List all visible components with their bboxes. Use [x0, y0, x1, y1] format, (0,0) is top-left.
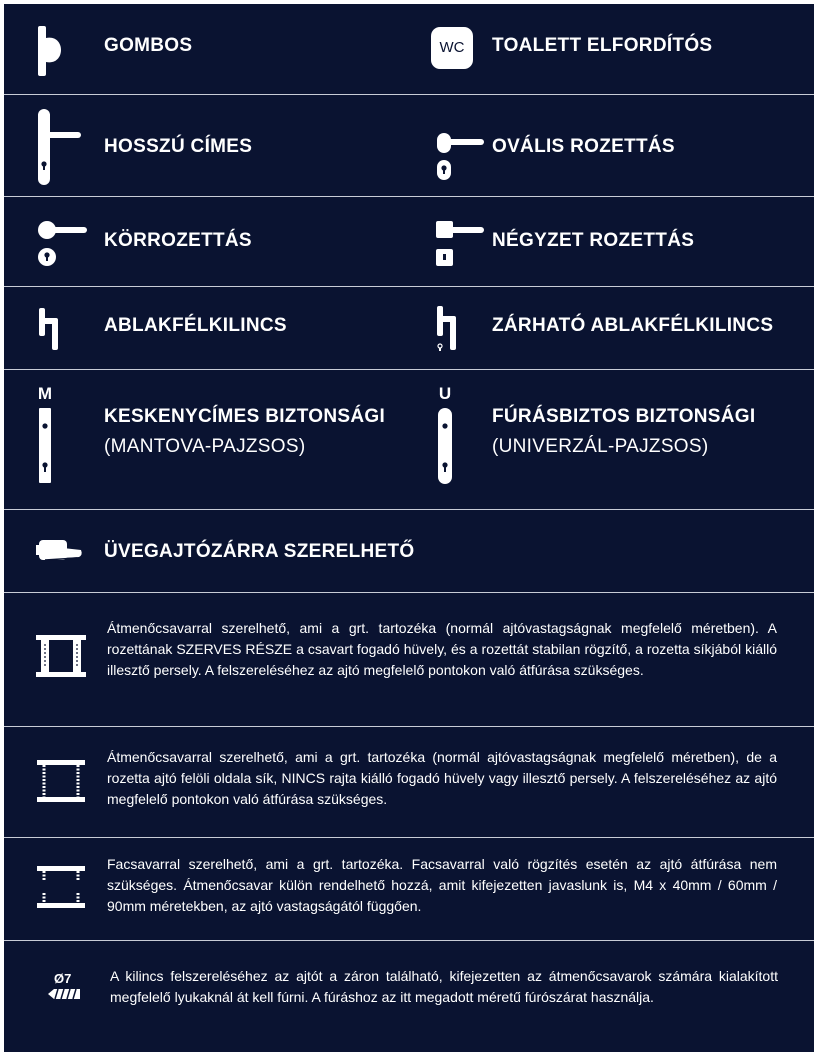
mounting-description: Facsavarral szerelhető, ami a grt. tartozéka. Facsavarral való rögzítés esetén az ajtó átfúrása nem szükséges. Átmenőcsavar külön rendelhető hozzá, amit kifejezetten javaslunk is, M4 x 40mm / 60mm / 90mm méretekben, az ajtó vastagságától függően. [107, 856, 777, 914]
drill-bit-icon [48, 971, 82, 1000]
legend-label [492, 402, 755, 462]
handle-type-legend [4, 4, 814, 1052]
wc-turn-icon: WC [431, 27, 473, 69]
legend-row [4, 593, 814, 727]
legend-item-round-rosette [4, 197, 409, 286]
legend-label: KÖRROZETTÁS [104, 230, 252, 251]
mounting-description: Átmenőcsavarral szerelhető, ami a grt. tartozéka (normál ajtóvastagságnak megfelelő méretben). A rozettának SZERVES RÉSZE a csavart fogadó hüvely, és a rozettát stabilan rögzítő, a rozetta síkjából kiálló illesztő persely. A felszereléséhez az ajtó megfelelő pontokon való átfúrása szükséges. [107, 620, 777, 678]
legend-row [4, 941, 814, 1052]
legend-label: TOALETT ELFORDÍTÓS [492, 35, 713, 56]
legend-item-knob [4, 4, 409, 94]
narrow-plate-m-icon [36, 384, 56, 486]
legend-label-line2: (UNIVERZÁL-PAJZSOS) [492, 436, 709, 457]
legend-item-wc-turn [409, 4, 814, 94]
legend-row [4, 370, 814, 510]
legend-row [4, 95, 814, 197]
legend-item-narrow-plate-security [4, 370, 409, 509]
legend-label-line1: KESKENYCÍMES BIZTONSÁGI [104, 406, 386, 427]
drill-proof-plate-u-icon [436, 384, 456, 486]
through-bolt-sleeve-icon [36, 635, 86, 677]
icon-letter: U [438, 384, 452, 403]
long-plate-handle-icon [37, 108, 83, 188]
legend-label: OVÁLIS ROZETTÁS [492, 136, 675, 157]
legend-item-lockable-window-half-handle [409, 287, 814, 369]
mounting-description: Átmenőcsavarral szerelhető, ami a grt. tartozéka (normál ajtóvastagságnak megfelelő méretben), de a rozetta ajtó felöli oldala sík, NINCS rajta kiálló fogadó hüvely vagy illesztő persely. A felszereléséhez az ajtó megfelelő pontokon való átfúrása szükséges. [107, 749, 777, 807]
legend-label: NÉGYZET ROZETTÁS [492, 230, 695, 251]
drill-diameter-label: Ø7 [54, 971, 72, 986]
legend-label [104, 402, 385, 462]
legend-row [4, 4, 814, 95]
legend-row [4, 510, 814, 593]
wood-screw-icon [37, 866, 85, 908]
legend-label: ABLAKFÉLKILINCS [104, 315, 287, 336]
legend-label-line2: (MANTOVA-PAJZSOS) [104, 436, 306, 457]
legend-item-square-rosette [409, 197, 814, 286]
legend-item-window-half-handle [4, 287, 409, 369]
oval-rosette-handle-icon [434, 132, 486, 184]
legend-label: ZÁRHATÓ ABLAKFÉLKILINCS [492, 315, 774, 336]
window-half-handle-icon [38, 308, 62, 352]
lockable-window-half-handle-icon [436, 306, 460, 356]
icon-letter: M [37, 384, 53, 403]
legend-row [4, 838, 814, 941]
mounting-description: A kilincs felszereléséhez az ajtót a záron található, kifejezetten az átmenőcsavarok számára kialakított megfelelő lyukaknál át kell fúrni. A fúráshoz az itt megadott méretű fúrószárat használja. [110, 968, 778, 1005]
mounting-through-bolt-flat [4, 727, 814, 837]
round-rosette-handle-icon [37, 219, 89, 271]
legend-label-line1: FÚRÁSBIZTOS BIZTONSÁGI [492, 406, 756, 427]
legend-item-glass-door [4, 510, 814, 592]
mounting-wood-screw [4, 838, 814, 940]
legend-item-oval-rosette [409, 95, 814, 196]
legend-label: HOSSZÚ CÍMES [104, 136, 253, 157]
legend-label: ÜVEGAJTÓZÁRRA SZERELHETŐ [104, 541, 415, 562]
drill-size-note [4, 941, 814, 1052]
legend-label: GOMBOS [104, 35, 193, 56]
glass-door-handle-icon [35, 538, 83, 566]
square-rosette-handle-icon [434, 219, 486, 271]
mounting-through-bolt-sleeve [4, 593, 814, 726]
legend-item-drill-proof-security [409, 370, 814, 509]
legend-item-long-plate [4, 95, 409, 196]
legend-row [4, 727, 814, 838]
legend-row [4, 197, 814, 287]
knob-icon [36, 24, 66, 79]
through-bolt-flat-icon [37, 760, 85, 802]
legend-row [4, 287, 814, 370]
